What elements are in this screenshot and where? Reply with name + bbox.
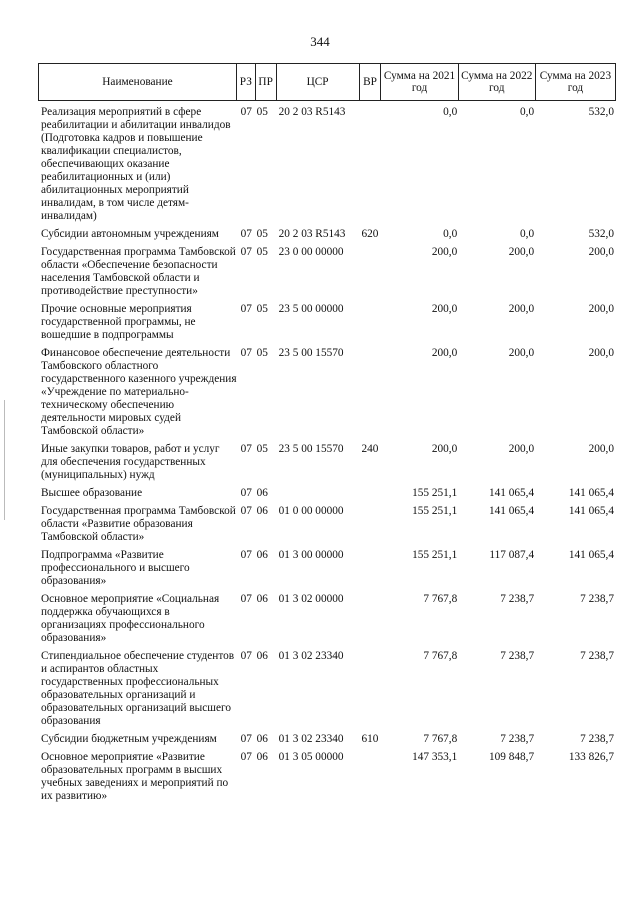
- cell-sum-2022: 200,0: [508, 246, 535, 258]
- header-pr: ПР: [255, 64, 276, 100]
- cell-name: Субсидии автономным учреждениям: [41, 228, 219, 240]
- cell-vr: [361, 593, 382, 645]
- cell-rz: 07: [240, 487, 252, 499]
- cell-sum-2021: 7 767,8: [423, 650, 458, 662]
- table-row: [38, 650, 616, 728]
- header-sum-2022: Сумма на 2022 год: [458, 64, 535, 100]
- table-row: [38, 228, 616, 241]
- header-name: Наименование: [102, 76, 173, 88]
- cell-vr: [361, 246, 382, 298]
- cell-name: Государственная программа Тамбовской области «Обеспечение безопасности населения Тамбовской области и противодействие преступности»: [41, 246, 236, 297]
- cell-pr: 06: [256, 593, 268, 605]
- table-row: [38, 549, 616, 588]
- cell-rz: 07: [240, 751, 252, 763]
- cell-pr: 06: [256, 505, 268, 517]
- table-row: [38, 733, 616, 746]
- cell-csr: 01 3 00 00000: [278, 549, 344, 561]
- cell-sum-2023: 532,0: [588, 228, 614, 240]
- cell-csr: 01 3 02 23340: [278, 650, 344, 662]
- cell-name: Подпрограмма «Развитие профессионального и высшего образования»: [41, 549, 190, 587]
- cell-sum-2022: 141 065,4: [488, 487, 535, 499]
- cell-pr: 05: [256, 228, 268, 240]
- cell-name: Субсидии бюджетным учреждениям: [41, 733, 217, 745]
- cell-rz: 07: [240, 505, 252, 517]
- cell-sum-2021: 7 767,8: [423, 593, 458, 605]
- cell-vr: [361, 106, 382, 223]
- cell-pr: 05: [256, 443, 268, 455]
- cell-name: Финансовое обеспечение деятельности Тамбовского областного государственного казенного учреждения «Учреждение по материально-техническому обеспечению деятельности мировых судей Тамбовской области»: [41, 347, 237, 437]
- cell-sum-2022: 7 238,7: [500, 650, 535, 662]
- table-row: [38, 443, 616, 482]
- table-header: [38, 63, 616, 101]
- table-row: [38, 347, 616, 438]
- cell-rz: 07: [240, 733, 252, 745]
- cell-sum-2021: 147 353,1: [412, 751, 458, 763]
- table-body: [38, 106, 616, 803]
- table-row: [38, 246, 616, 298]
- cell-csr: 23 0 00 00000: [278, 246, 344, 258]
- table-row: [38, 751, 616, 803]
- cell-sum-2023: 141 065,4: [568, 487, 614, 499]
- cell-sum-2021: 0,0: [443, 106, 458, 118]
- cell-name: Высшее образование: [41, 487, 143, 499]
- cell-sum-2021: 155 251,1: [412, 487, 458, 499]
- header-csr: ЦСР: [276, 64, 359, 100]
- cell-csr: 01 3 02 23340: [278, 733, 344, 745]
- cell-sum-2021: 7 767,8: [423, 733, 458, 745]
- cell-sum-2022: 141 065,4: [488, 505, 535, 517]
- cell-csr: 20 2 03 R5143: [278, 228, 346, 240]
- header-rz: РЗ: [236, 64, 255, 100]
- cell-csr: [277, 487, 362, 500]
- cell-vr: [361, 549, 382, 588]
- cell-sum-2022: 0,0: [520, 228, 535, 240]
- cell-sum-2022: 200,0: [508, 347, 535, 359]
- cell-sum-2022: 200,0: [508, 443, 535, 455]
- cell-csr: 01 0 00 00000: [278, 505, 344, 517]
- cell-sum-2022: 109 848,7: [488, 751, 535, 763]
- cell-sum-2021: 200,0: [431, 303, 458, 315]
- cell-pr: 05: [256, 246, 268, 258]
- cell-sum-2022: 200,0: [508, 303, 535, 315]
- header-sum-2023: Сумма на 2023 год: [535, 64, 615, 100]
- cell-pr: 06: [256, 751, 268, 763]
- cell-name: Прочие основные мероприятия государственной программы, не вошедшие в подпрограммы: [41, 303, 196, 341]
- cell-sum-2023: 532,0: [588, 106, 614, 118]
- cell-sum-2023: 141 065,4: [568, 549, 614, 561]
- cell-name: Основное мероприятие «Социальная поддержка обучающихся в организациях профессионального образования»: [41, 593, 220, 644]
- cell-csr: 20 2 03 R5143: [278, 106, 346, 118]
- cell-sum-2021: 200,0: [431, 347, 458, 359]
- cell-vr: [361, 650, 382, 728]
- cell-sum-2022: 0,0: [520, 106, 535, 118]
- cell-pr: 06: [256, 733, 268, 745]
- cell-name: Иные закупки товаров, работ и услуг для обеспечения государственных (муниципальных) нужд: [41, 443, 220, 481]
- cell-rz: 07: [240, 650, 252, 662]
- cell-csr: 23 5 00 15570: [278, 347, 344, 359]
- cell-csr: 01 3 05 00000: [278, 751, 344, 763]
- cell-vr: 240: [361, 443, 379, 455]
- cell-vr: 610: [361, 733, 379, 745]
- cell-vr: [361, 487, 382, 500]
- cell-sum-2023: 200,0: [588, 443, 614, 455]
- cell-sum-2023: 133 826,7: [568, 751, 614, 763]
- cell-vr: [361, 505, 382, 544]
- cell-rz: 07: [240, 347, 252, 359]
- cell-vr: 620: [361, 228, 379, 240]
- cell-name: Реализация мероприятий в сфере реабилитации и абилитации инвалидов (Подготовка кадров и повышение квалификации специалистов, обеспечивающих оказание реабилитационных и (или) абилитационных мероприятий инвалидам, в том числе детям-инвалидам): [41, 106, 231, 222]
- cell-sum-2021: 0,0: [443, 228, 458, 240]
- cell-sum-2023: 7 238,7: [580, 593, 614, 605]
- cell-sum-2023: 7 238,7: [580, 650, 614, 662]
- cell-sum-2023: 7 238,7: [580, 733, 614, 745]
- cell-rz: 07: [240, 228, 252, 240]
- cell-sum-2023: 200,0: [588, 303, 614, 315]
- cell-csr: 01 3 02 00000: [278, 593, 344, 605]
- budget-table: [38, 63, 616, 803]
- cell-name: Основное мероприятие «Развитие образовательных программ в высших учебных заведениях и мероприятий по их развитию»: [41, 751, 229, 802]
- table-row: [38, 487, 616, 500]
- cell-pr: 05: [256, 347, 268, 359]
- cell-pr: 06: [256, 650, 268, 662]
- cell-sum-2022: 117 087,4: [489, 549, 535, 561]
- table-row: [38, 505, 616, 544]
- cell-sum-2022: 7 238,7: [500, 733, 535, 745]
- cell-vr: [361, 347, 382, 438]
- cell-pr: 06: [256, 549, 268, 561]
- header-sum-2021: Сумма на 2021 год: [380, 64, 457, 100]
- cell-sum-2021: 155 251,1: [412, 549, 458, 561]
- cell-sum-2023: 200,0: [588, 347, 614, 359]
- cell-name: Государственная программа Тамбовской области «Развитие образования Тамбовской области»: [41, 505, 236, 543]
- cell-csr: 23 5 00 00000: [278, 303, 344, 315]
- cell-rz: 07: [240, 593, 252, 605]
- table-row: [38, 303, 616, 342]
- table-row: [38, 593, 616, 645]
- cell-sum-2022: 7 238,7: [500, 593, 535, 605]
- cell-rz: 07: [240, 246, 252, 258]
- cell-sum-2023: 141 065,4: [568, 505, 614, 517]
- cell-rz: 07: [240, 106, 252, 118]
- cell-rz: 07: [240, 303, 252, 315]
- scan-edge-mark: [4, 400, 5, 520]
- cell-rz: 07: [240, 443, 252, 455]
- cell-name: Стипендиальное обеспечение студентов и аспирантов областных государственных профессиональных образовательных организаций и образовательных организаций высшего образования: [41, 650, 235, 727]
- cell-vr: [361, 751, 382, 803]
- cell-pr: 05: [256, 303, 268, 315]
- table-row: [38, 106, 616, 223]
- cell-sum-2021: 200,0: [431, 443, 458, 455]
- cell-vr: [361, 303, 382, 342]
- cell-sum-2021: 155 251,1: [412, 505, 458, 517]
- header-vr: ВР: [359, 64, 381, 100]
- cell-sum-2021: 200,0: [431, 246, 458, 258]
- cell-csr: 23 5 00 15570: [278, 443, 344, 455]
- page-number: 344: [310, 34, 330, 49]
- cell-rz: 07: [240, 549, 252, 561]
- cell-pr: 05: [256, 106, 268, 118]
- cell-pr: 06: [256, 487, 268, 499]
- cell-sum-2023: 200,0: [588, 246, 614, 258]
